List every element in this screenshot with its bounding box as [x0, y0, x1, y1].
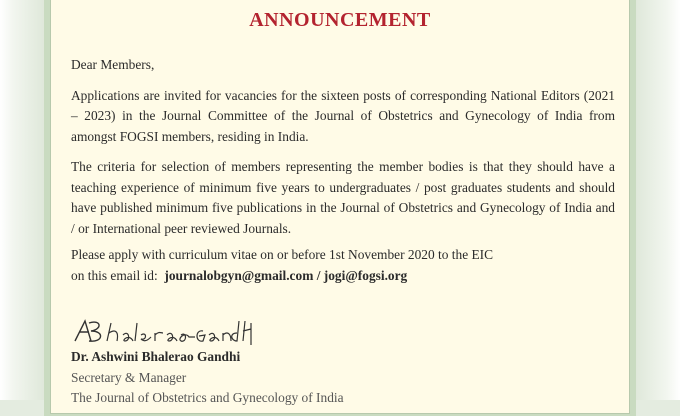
signature-block	[71, 347, 344, 409]
announcement-body	[71, 55, 615, 286]
paragraph-vacancies: Applications are invited for vacancies for the sixteen posts of corresponding National Editors (2021 – 2023) in the Journal Committee of the Journal of Obstetrics and Gynecology of India from amongst FOGSI members, residing in India.	[71, 87, 615, 144]
handwritten-signature	[71, 315, 271, 351]
paragraph-criteria: The criteria for selection of members representing the member bodies is that they should have a teaching experience of minimum five years to undergraduates / post graduates students and should have published minimum five publications in the Journal of Obstetrics and Gynecology of India and / or International peer reviewed Journals.	[71, 159, 615, 236]
salutation: Dear Members,	[71, 57, 155, 72]
announcement-frame	[44, 0, 636, 416]
apply-line: Please apply with curriculum vitae on or before 1st November 2020 to the EIC	[71, 247, 494, 262]
signer-role: Secretary & Manager	[71, 369, 187, 385]
email-addresses[interactable]: journalobgyn@gmail.com / jogi@fogsi.org	[164, 267, 408, 283]
signer-organization: The Journal of Obstetrics and Gynecology of India	[71, 390, 344, 405]
signer-name: Dr. Ashwini Bhalerao Gandhi	[71, 349, 241, 364]
email-prefix: on this email id:	[71, 267, 158, 283]
right-background	[636, 0, 680, 400]
announcement-paper	[50, 0, 630, 414]
email-line	[71, 266, 615, 287]
announcement-title: ANNOUNCEMENT	[249, 9, 431, 31]
left-background	[0, 0, 44, 400]
